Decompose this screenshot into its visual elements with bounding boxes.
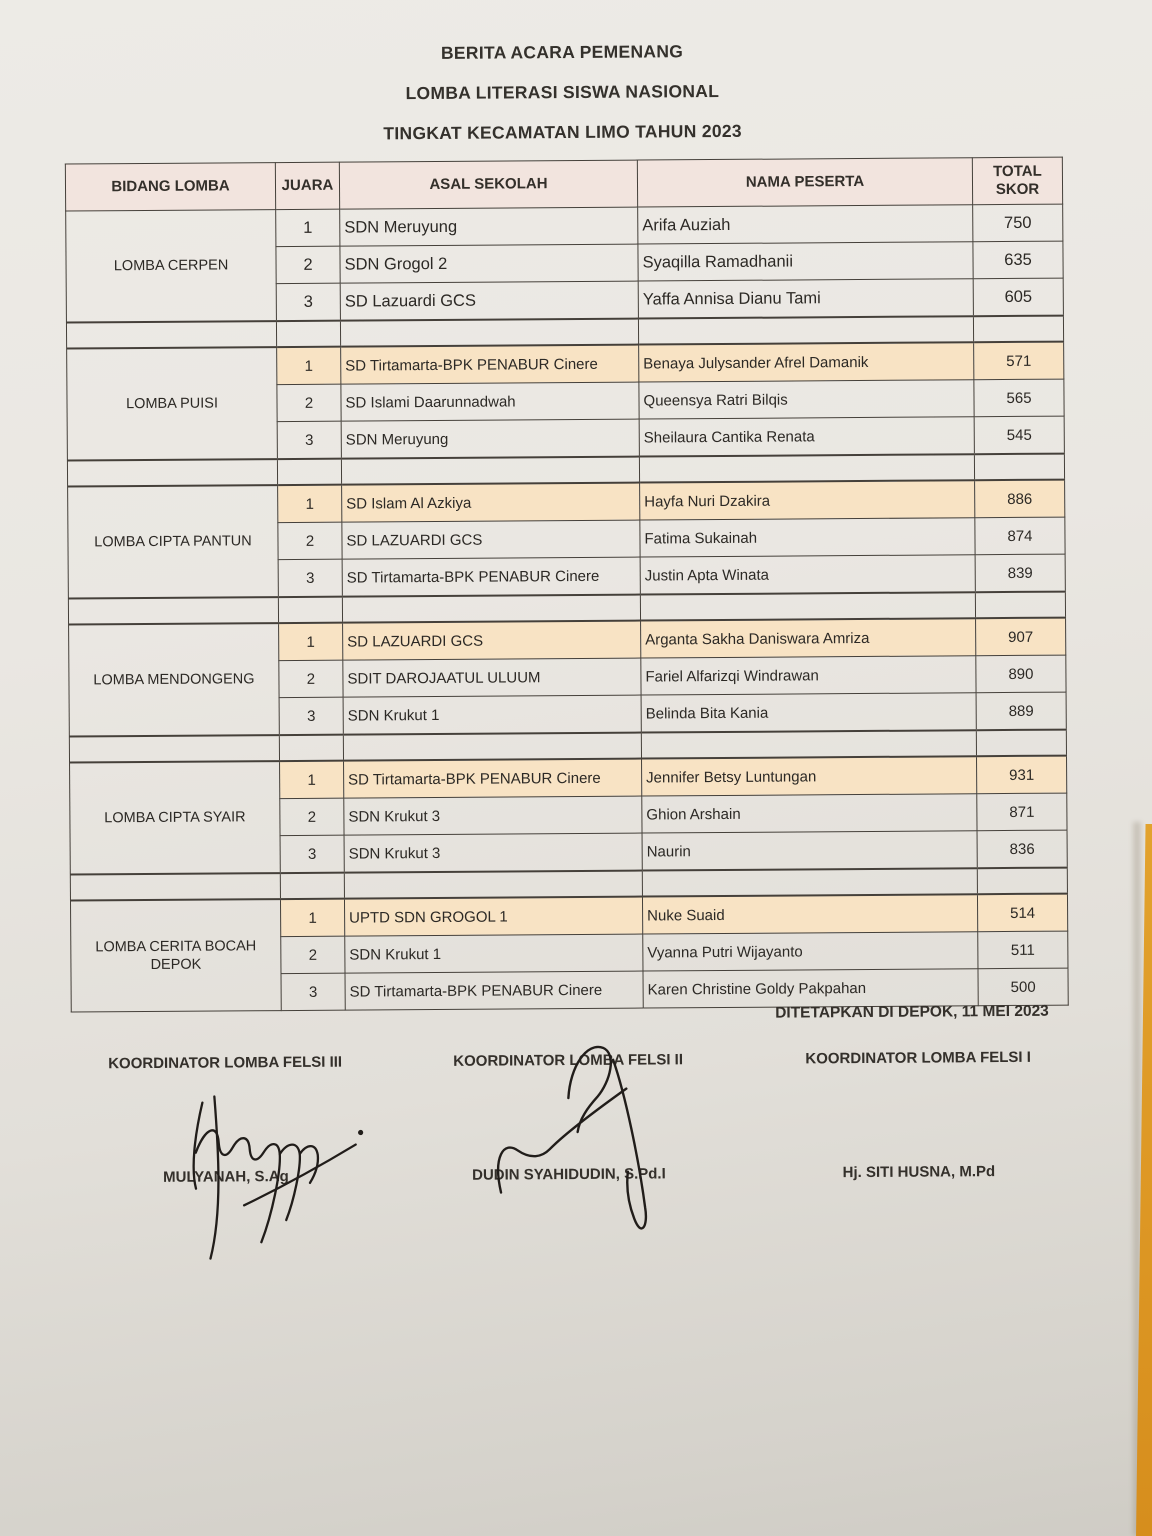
title-line-3: TINGKAT KECAMATAN LIMO TAHUN 2023: [383, 120, 742, 144]
asal-sekolah-cell: SDIT DAROJAATUL ULUUM: [343, 658, 641, 697]
asal-sekolah-cell: SD LAZUARDI GCS: [342, 520, 640, 559]
asal-sekolah-cell: SDN Meruyung: [341, 419, 639, 459]
asal-sekolah-cell: SDN Meruyung: [340, 207, 638, 246]
empty-cell: [639, 454, 974, 482]
header-bidang-lomba: BIDANG LOMBA: [65, 163, 275, 211]
nama-peserta-cell: Yaffa Annisa Dianu Tami: [638, 279, 973, 319]
empty-cell: [642, 868, 977, 896]
header-nama-peserta: NAMA PESERTA: [637, 158, 972, 207]
empty-cell: [280, 873, 344, 899]
juara-cell: 1: [280, 899, 344, 937]
empty-cell: [67, 459, 277, 486]
koordinator-felsi-1-block: [748, 1048, 1088, 1182]
empty-cell: [69, 735, 279, 762]
asal-sekolah-cell: UPTD SDN GROGOL 1: [344, 897, 642, 937]
juara-cell: 2: [279, 660, 343, 697]
juara-cell: 3: [281, 973, 345, 1010]
total-skor-cell: 874: [975, 517, 1065, 555]
empty-cell: [277, 459, 341, 485]
empty-cell: [341, 457, 639, 485]
asal-sekolah-cell: SDN Grogol 2: [340, 244, 638, 283]
asal-sekolah-cell: SDN Krukut 3: [344, 833, 642, 873]
asal-sekolah-cell: SD Tirtamarta-BPK PENABUR Cinere: [345, 971, 643, 1010]
juara-cell: 2: [278, 522, 342, 559]
asal-sekolah-cell: SDN Krukut 3: [344, 796, 642, 835]
empty-cell: [641, 730, 976, 758]
signature-dudin: [497, 1047, 646, 1230]
nama-peserta-cell: Jennifer Betsy Luntungan: [642, 756, 977, 796]
results-table-body: [66, 204, 1069, 1012]
total-skor-cell: 750: [973, 204, 1063, 242]
total-skor-cell: 836: [977, 830, 1067, 868]
juara-cell: 1: [276, 209, 340, 246]
bidang-lomba-cell: LOMBA PUISI: [67, 347, 278, 460]
total-skor-cell: 514: [977, 894, 1067, 932]
asal-sekolah-cell: SD Lazuardi GCS: [340, 281, 638, 321]
juara-cell: 3: [278, 559, 342, 597]
header-total-skor: TOTAL SKOR: [972, 157, 1062, 205]
results-table: [65, 157, 1069, 1013]
bidang-lomba-cell: LOMBA CERITA BOCAH DEPOK: [70, 899, 281, 1012]
document-title: [0, 28, 1129, 156]
koordinator-felsi-1-label: KOORDINATOR LOMBA FELSI I: [805, 1048, 1031, 1068]
koordinator-felsi-2-name: DUDIN SYAHIDUDIN, S.Pd.I: [472, 1165, 666, 1184]
total-skor-cell: 931: [976, 756, 1066, 794]
asal-sekolah-cell: SD Tirtamarta-BPK PENABUR Cinere: [342, 557, 640, 597]
empty-cell: [638, 316, 973, 344]
empty-cell: [68, 597, 278, 624]
empty-cell: [343, 733, 641, 761]
nama-peserta-cell: Belinda Bita Kania: [641, 693, 976, 733]
juara-cell: 1: [280, 761, 344, 799]
juara-cell: 3: [277, 421, 341, 459]
asal-sekolah-cell: SDN Krukut 1: [345, 934, 643, 973]
empty-cell: [975, 592, 1065, 619]
juara-cell: 3: [279, 697, 343, 735]
header-asal-sekolah: ASAL SEKOLAH: [339, 160, 637, 209]
total-skor-cell: 605: [973, 278, 1063, 316]
juara-cell: 1: [279, 623, 343, 661]
asal-sekolah-cell: SDN Krukut 1: [343, 695, 641, 735]
nama-peserta-cell: Karen Christine Goldy Pakpahan: [643, 969, 978, 1008]
koordinator-felsi-2-label: KOORDINATOR LOMBA FELSI II: [453, 1051, 684, 1070]
juara-cell: 3: [280, 835, 344, 873]
nama-peserta-cell: Queensya Ratri Bilqis: [639, 380, 974, 419]
nama-peserta-cell: Vyanna Putri Wijayanto: [643, 932, 978, 971]
empty-cell: [973, 316, 1063, 343]
empty-cell: [66, 321, 276, 348]
total-skor-cell: 890: [976, 655, 1066, 693]
total-skor-cell: 545: [974, 416, 1064, 454]
total-skor-cell: 565: [974, 379, 1064, 417]
title-line-2: LOMBA LITERASI SISWA NASIONAL: [405, 80, 720, 104]
ditetapkan-line: DITETAPKAN DI DEPOK, 11 MEI 2023: [775, 1002, 1049, 1022]
asal-sekolah-cell: SD Tirtamarta-BPK PENABUR Cinere: [344, 759, 642, 799]
nama-peserta-cell: Fariel Alfarizqi Windrawan: [641, 656, 976, 695]
nama-peserta-cell: Hayfa Nuri Dzakira: [640, 480, 975, 520]
bidang-lomba-cell: LOMBA MENDONGENG: [69, 623, 280, 736]
total-skor-cell: 889: [976, 692, 1066, 730]
title-line-1: BERITA ACARA PEMENANG: [440, 41, 684, 63]
total-skor-cell: 871: [977, 793, 1067, 831]
asal-sekolah-cell: SD Tirtamarta-BPK PENABUR Cinere: [341, 345, 639, 385]
asal-sekolah-cell: SD LAZUARDI GCS: [343, 621, 641, 661]
empty-cell: [342, 595, 640, 623]
bidang-lomba-cell: LOMBA CIPTA PANTUN: [68, 485, 279, 598]
nama-peserta-cell: Arifa Auziah: [638, 205, 973, 244]
juara-cell: 2: [277, 384, 341, 421]
empty-cell: [340, 319, 638, 347]
nama-peserta-cell: Nuke Suaid: [642, 894, 977, 934]
nama-peserta-cell: Justin Apta Winata: [640, 555, 975, 595]
bidang-lomba-cell: LOMBA CIPTA SYAIR: [70, 761, 281, 874]
header-juara: JUARA: [275, 162, 339, 209]
header-row: [65, 157, 1062, 211]
total-skor-cell: 886: [975, 480, 1065, 518]
juara-cell: 2: [276, 246, 340, 283]
total-skor-cell: 511: [978, 931, 1068, 969]
nama-peserta-cell: Syaqilla Ramadhanii: [638, 242, 973, 281]
empty-cell: [344, 871, 642, 899]
nama-peserta-cell: Ghion Arshain: [642, 794, 977, 833]
empty-cell: [276, 321, 340, 347]
nama-peserta-cell: Naurin: [642, 831, 977, 871]
nama-peserta-cell: Sheilaura Cantika Renata: [639, 417, 974, 457]
total-skor-cell: 571: [974, 342, 1064, 380]
total-skor-cell: 839: [975, 554, 1065, 592]
koordinator-felsi-1-name: Hj. SITI HUSNA, M.Pd: [842, 1163, 996, 1182]
empty-cell: [977, 868, 1067, 895]
juara-cell: 3: [276, 283, 340, 321]
empty-cell: [70, 873, 280, 900]
total-skor-cell: 635: [973, 241, 1063, 279]
results-table-header: [65, 157, 1062, 211]
juara-cell: 1: [277, 347, 341, 385]
asal-sekolah-cell: SD Islami Daarunnadwah: [341, 382, 639, 421]
nama-peserta-cell: Fatima Sukainah: [640, 518, 975, 557]
empty-cell: [279, 735, 343, 761]
juara-cell: 1: [278, 485, 342, 523]
koordinator-felsi-3-label: KOORDINATOR LOMBA FELSI III: [108, 1053, 343, 1073]
juara-cell: 2: [281, 936, 345, 973]
asal-sekolah-cell: SD Islam Al Azkiya: [342, 483, 640, 523]
koordinator-felsi-3-block: [55, 1053, 395, 1186]
empty-cell: [640, 592, 975, 620]
total-skor-cell: 907: [976, 618, 1066, 656]
nama-peserta-cell: Arganta Sakha Daniswara Amriza: [641, 618, 976, 658]
total-skor-cell: 500: [978, 968, 1068, 1006]
empty-cell: [974, 454, 1064, 481]
empty-cell: [976, 730, 1066, 757]
koordinator-felsi-3-name: MULYANAH, S.Ag: [163, 1168, 289, 1186]
empty-cell: [278, 597, 342, 623]
bidang-lomba-cell: LOMBA CERPEN: [66, 210, 277, 323]
koordinator-felsi-2-block: [398, 1051, 738, 1184]
juara-cell: 2: [280, 798, 344, 835]
nama-peserta-cell: Benaya Julysander Afrel Damanik: [639, 342, 974, 382]
